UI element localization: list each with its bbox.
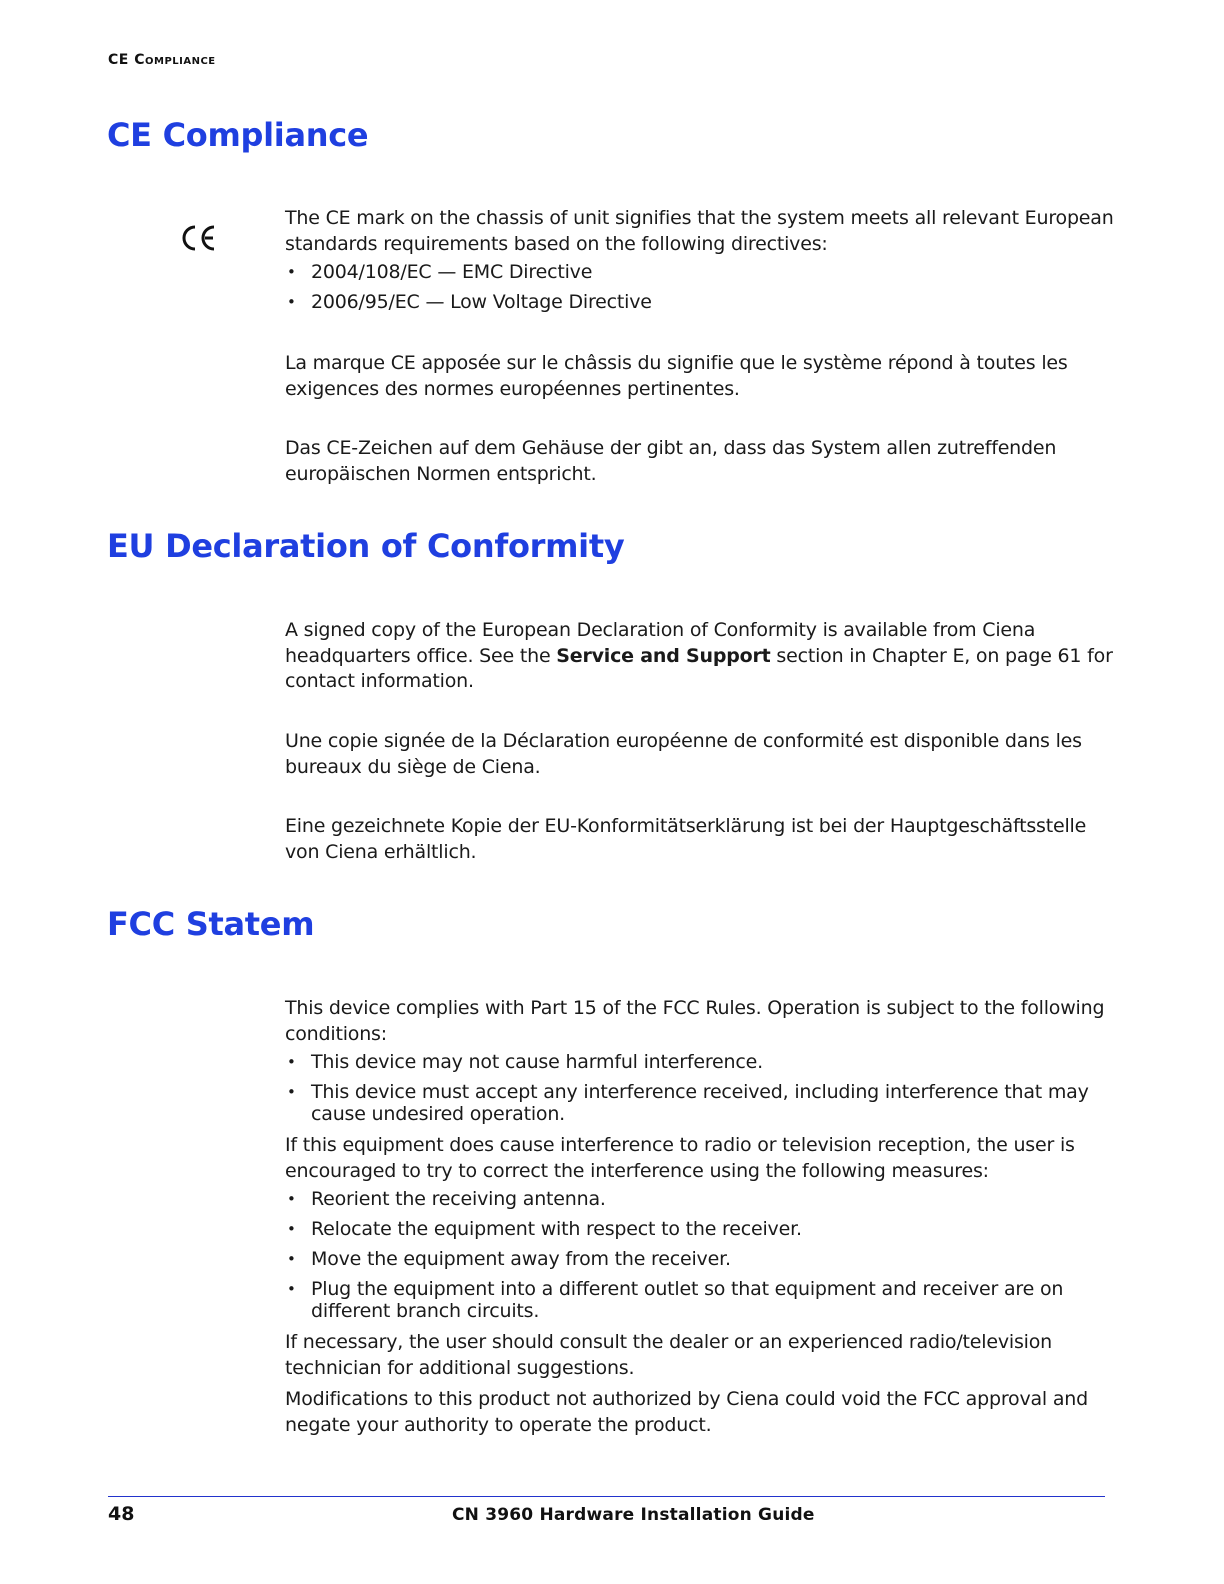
eu-english-block xyxy=(285,618,1115,695)
fcc-measure-item: • Plug the equipment into a different outlet so that equipment and receiver are on different branch circuits. xyxy=(285,1278,1115,1322)
ce-french-block xyxy=(285,351,1115,402)
ce-intro: The CE mark on the chassis of unit signifies that the system meets all relevant European standards requirements based on the following directives: xyxy=(285,207,1114,255)
eu-german-text: Eine gezeichnete Kopie der EU-Konformitätserklärung ist bei der Hauptgeschäftsstelle von Ciena erhältlich. xyxy=(285,815,1087,863)
fcc-measures-list xyxy=(285,1188,1115,1322)
eu-english-after: section in Chapter E, on page 61 for contact information. xyxy=(285,644,1113,692)
ce-french-text: La marque CE apposée sur le châssis du signifie que le système répond à toutes les exigences des normes européennes pertinentes. xyxy=(285,352,1068,400)
fcc-measures-intro: If this equipment does cause interference to radio or television reception, the user is encouraged to try to correct the interference using the following measures: xyxy=(285,1134,1075,1182)
ce-german-block xyxy=(285,436,1115,487)
eu-french-block xyxy=(285,729,1115,780)
fcc-measure-item: • Move the equipment away from the receiver. xyxy=(285,1248,1115,1270)
directive-list xyxy=(285,261,1115,313)
fcc-modifications-text: Modifications to this product not authorized by Ciena could void the FCC approval and negate your authority to operate the product. xyxy=(285,1388,1088,1436)
fcc-condition-item: • This device must accept any interference received, including interference that may cause undesired operation. xyxy=(285,1081,1115,1125)
fcc-measure-item: • Relocate the equipment with respect to the receiver. xyxy=(285,1218,1115,1240)
directive-item: • 2004/108/EC — EMC Directive xyxy=(285,261,1115,283)
ce-german-text: Das CE-Zeichen auf dem Gehäuse der gibt an, dass das System allen zutreffenden europäischen Normen entspricht. xyxy=(285,437,1057,485)
service-support-link: Service and Support xyxy=(556,644,771,667)
fcc-heading: FCC Statem xyxy=(107,905,315,943)
ce-content xyxy=(285,206,1115,321)
eu-french-text: Une copie signée de la Déclaration européenne de conformité est disponible dans les bureaux du siège de Ciena. xyxy=(285,730,1082,778)
fcc-conditions-list xyxy=(285,1051,1115,1125)
eu-german-block xyxy=(285,814,1115,865)
document-title: CN 3960 Hardware Installation Guide xyxy=(452,1505,815,1525)
running-header: CE Compliance xyxy=(108,52,216,68)
footer-divider xyxy=(108,1496,1105,1497)
ce-mark-icon xyxy=(178,222,218,254)
directive-item: • 2006/95/EC — Low Voltage Directive xyxy=(285,291,1115,313)
eu-declaration-heading: EU Declaration of Conformity xyxy=(107,527,625,565)
eu-english-before: A signed copy of the European Declaration of Conformity is available from Ciena headquarters office. See the xyxy=(285,619,1036,667)
fcc-condition-item: • This device may not cause harmful interference. xyxy=(285,1051,1115,1073)
fcc-measure-item: • Reorient the receiving antenna. xyxy=(285,1188,1115,1210)
eu-english-text xyxy=(285,618,1115,695)
fcc-content xyxy=(285,996,1115,1438)
ce-compliance-heading: CE Compliance xyxy=(107,116,369,154)
fcc-consult-text: If necessary, the user should consult the dealer or an experienced radio/television technician for additional suggestions. xyxy=(285,1331,1053,1379)
page-number: 48 xyxy=(108,1503,135,1525)
fcc-intro: This device complies with Part 15 of the FCC Rules. Operation is subject to the following conditions: xyxy=(285,997,1105,1045)
